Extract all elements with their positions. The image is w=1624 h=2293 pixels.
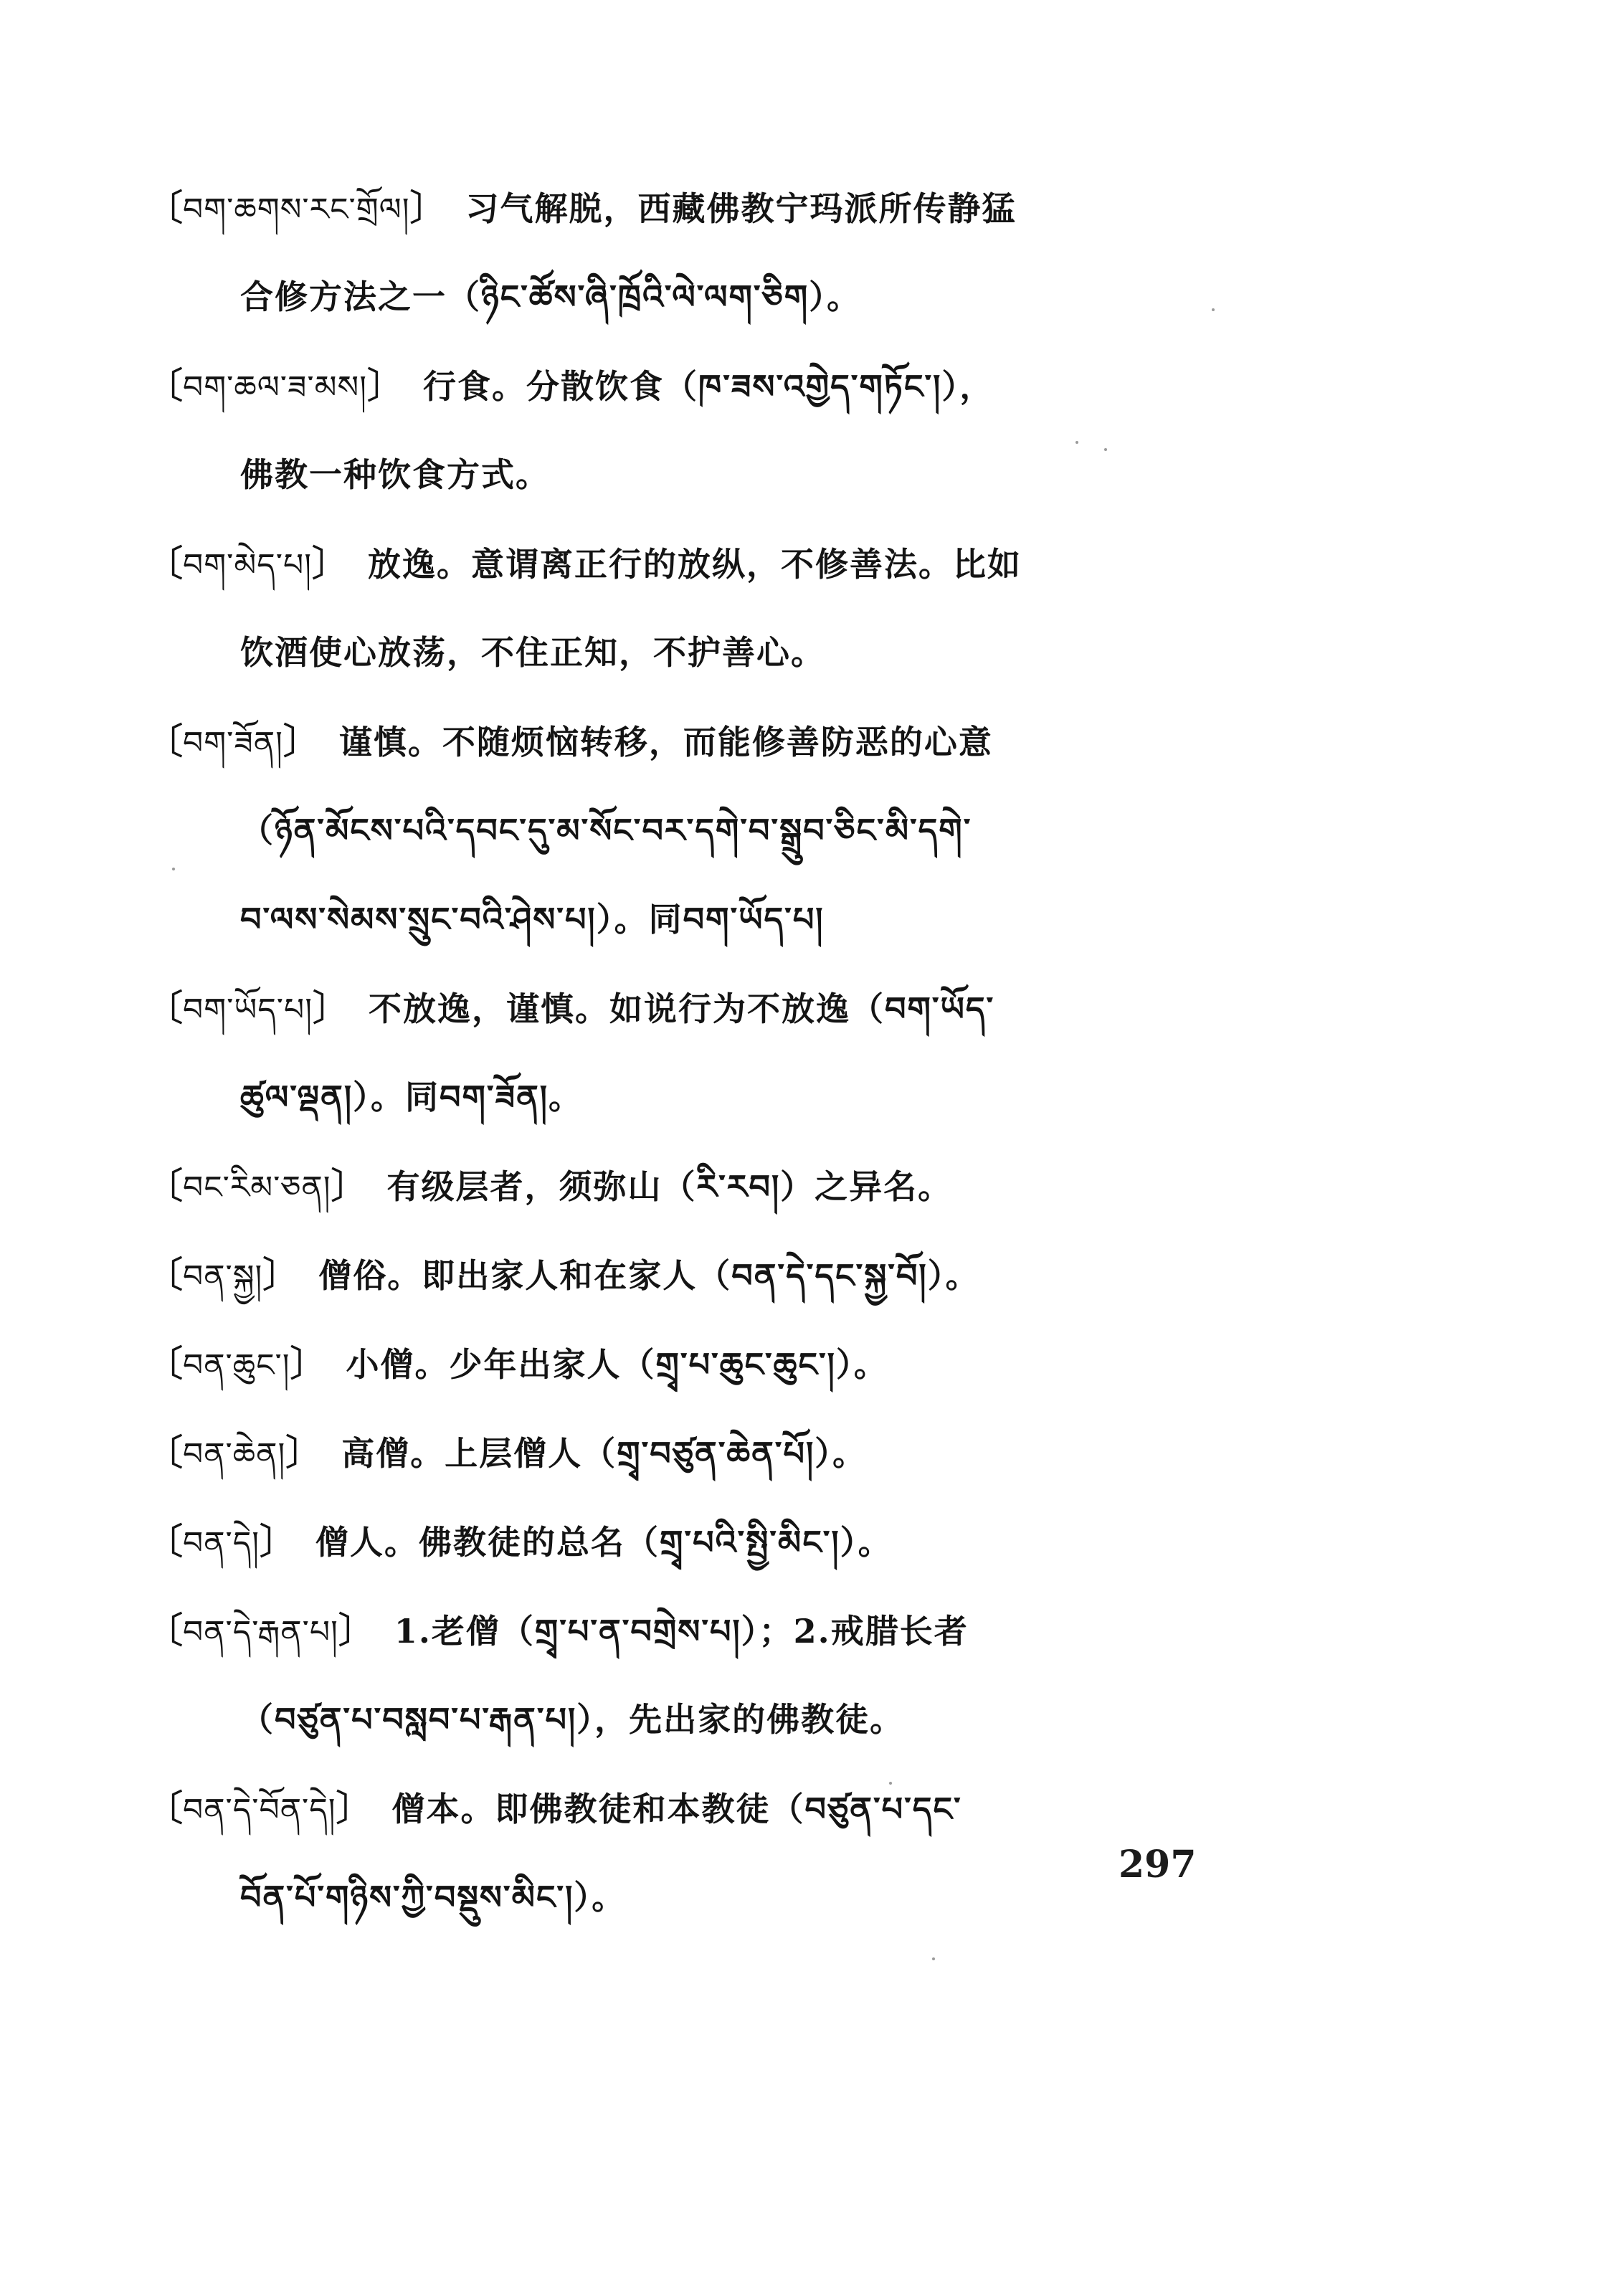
scan-speck — [932, 1957, 935, 1960]
dictionary-entry — [147, 1141, 1251, 1230]
close-bracket: 〕 — [338, 1609, 374, 1651]
close-bracket: 〕 — [285, 1431, 322, 1473]
entry-definition-line: 僧本。即佛教徒和本教徒（བཙུན་པ་དང་ — [391, 1790, 962, 1828]
open-bracket: 〔 — [147, 1520, 183, 1562]
entry-definition-line: 谨慎。不随烦恼转移，而能修善防恶的心意 — [338, 723, 993, 761]
entry-definition-line: 行食。分散饮食（ཁ་ཟས་འགྱེད་གཏོང་།）， — [423, 367, 994, 406]
entry-headword: བག་ཆལ་ཟ་མས། — [183, 369, 368, 406]
open-bracket: 〔 — [147, 1342, 183, 1385]
dictionary-entry — [147, 964, 1251, 1141]
entry-headword: བན་དེ། — [183, 1525, 260, 1562]
entry-headword: བང་རིམ་ཅན། — [183, 1169, 331, 1206]
dictionary-entry — [147, 519, 1251, 697]
dictionary-entry — [147, 1586, 1251, 1764]
dictionary-entry — [147, 1497, 1251, 1586]
entry-definition-line: 高僧。上层僧人（གྲྭ་བཙུན་ཆེན་པོ།）。 — [341, 1434, 868, 1473]
open-bracket: 〔 — [147, 987, 183, 1029]
dictionary-entry — [147, 1408, 1251, 1497]
dictionary-entry — [147, 1230, 1251, 1319]
close-bracket: 〕 — [409, 186, 446, 229]
close-bracket: 〕 — [313, 987, 349, 1029]
entry-headword: བག་ཡོད་པ། — [183, 992, 313, 1028]
open-bracket: 〔 — [147, 720, 183, 762]
entry-definition-line: 合修方法之一（ཉིང་ཚོས་ཞི་ཁྲོའི་ལེ་ལག་ཅིག）。 — [240, 277, 862, 316]
close-bracket: 〕 — [262, 1253, 299, 1296]
scan-speck — [889, 1782, 892, 1785]
entry-headword: བན་དེ་རྒན་པ། — [183, 1614, 338, 1651]
entry-definition-line: 佛教一种饮食方式。 — [240, 455, 550, 494]
open-bracket: 〔 — [147, 1787, 183, 1829]
scan-speck — [1212, 308, 1215, 311]
page-number: 297 — [1119, 1843, 1197, 1886]
scan-speck — [172, 868, 175, 870]
entry-definition-line: （ཉོན་མོངས་པའི་དབང་དུ་མ་སོང་བར་དགེ་བ་སྒྲུབ་ཅིང་མི་དགེ་ — [240, 811, 972, 850]
entry-definition-line: བ་ལས་སེམས་སྲུང་བའི་ཤེས་པ།）。同བག་ཡོད་པ། — [240, 900, 825, 939]
entry-definition-line: 不放逸，谨慎。如说行为不放逸（བག་ཡོད་ — [369, 989, 995, 1028]
entry-definition-line: 有级层者，须弥山（རི་རབ།）之异名。 — [386, 1167, 953, 1206]
open-bracket: 〔 — [147, 1431, 183, 1473]
close-bracket: 〕 — [367, 364, 404, 407]
close-bracket: 〕 — [312, 542, 348, 584]
entry-headword: བན་སྐྱ། — [183, 1258, 263, 1295]
entry-definition-line: 饮酒使心放荡，不住正知，不护善心。 — [240, 633, 825, 672]
scan-speck — [1075, 441, 1078, 444]
open-bracket: 〔 — [147, 1609, 183, 1651]
entry-list — [147, 163, 1251, 1942]
open-bracket: 〔 — [147, 542, 183, 584]
entry-definition-line: 1.老僧（གྲྭ་པ་ན་བགྲེས་པ།）；2.戒腊长者 — [394, 1612, 969, 1651]
entry-definition-line: （བཙུན་པ་བསླབ་པ་རྒན་པ།），先出家的佛教徒。 — [240, 1700, 905, 1739]
open-bracket: 〔 — [147, 364, 183, 407]
dictionary-entry — [147, 341, 1251, 519]
open-bracket: 〔 — [147, 1253, 183, 1296]
entry-definition-line: 放逸。意谓离正行的放纵，不修善法。比如 — [368, 545, 1022, 584]
entry-definition-line: 习气解脱，西藏佛教宁玛派所传静猛 — [465, 189, 1017, 228]
entry-definition-line: 僧俗。即出家人和在家人（བན་དེ་དང་སྐྱ་བོ།）。 — [318, 1256, 980, 1295]
dictionary-entry — [147, 1764, 1251, 1942]
open-bracket: 〔 — [147, 1164, 183, 1207]
dictionary-entry — [147, 1319, 1251, 1408]
entry-headword: བན་དེ་བོན་དེ། — [183, 1792, 336, 1828]
entry-headword: བན་ཆེན། — [183, 1436, 286, 1473]
entry-headword: བག་ཆགས་རང་གྲོལ། — [183, 191, 410, 228]
entry-headword: བན་ཆུང་། — [183, 1347, 290, 1384]
close-bracket: 〕 — [282, 720, 319, 762]
close-bracket: 〕 — [290, 1342, 326, 1385]
entry-headword: བག་ཟོན། — [183, 725, 283, 761]
dictionary-entry — [147, 697, 1251, 964]
dictionary-entry — [147, 163, 1251, 341]
entry-definition-line: བོན་པོ་གཉིས་ཀྱི་བསྡུས་མིང་།）。 — [240, 1878, 627, 1917]
close-bracket: 〕 — [260, 1520, 296, 1562]
entry-definition-line: 小僧。少年出家人（གྲྭ་པ་ཆུང་ཆུང་།）。 — [346, 1345, 888, 1384]
scan-speck — [1104, 448, 1107, 451]
close-bracket: 〕 — [331, 1164, 367, 1207]
open-bracket: 〔 — [147, 186, 183, 229]
entry-definition-line: ཚུལ་ལྡན།）。同བག་ཟོན།。 — [240, 1078, 584, 1116]
close-bracket: 〕 — [336, 1787, 372, 1829]
entry-definition-line: 僧人。佛教徒的总名（གྲྭ་པའི་སྤྱི་མིང་།）。 — [315, 1523, 893, 1562]
entry-headword: བག་མེད་པ། — [183, 547, 312, 584]
